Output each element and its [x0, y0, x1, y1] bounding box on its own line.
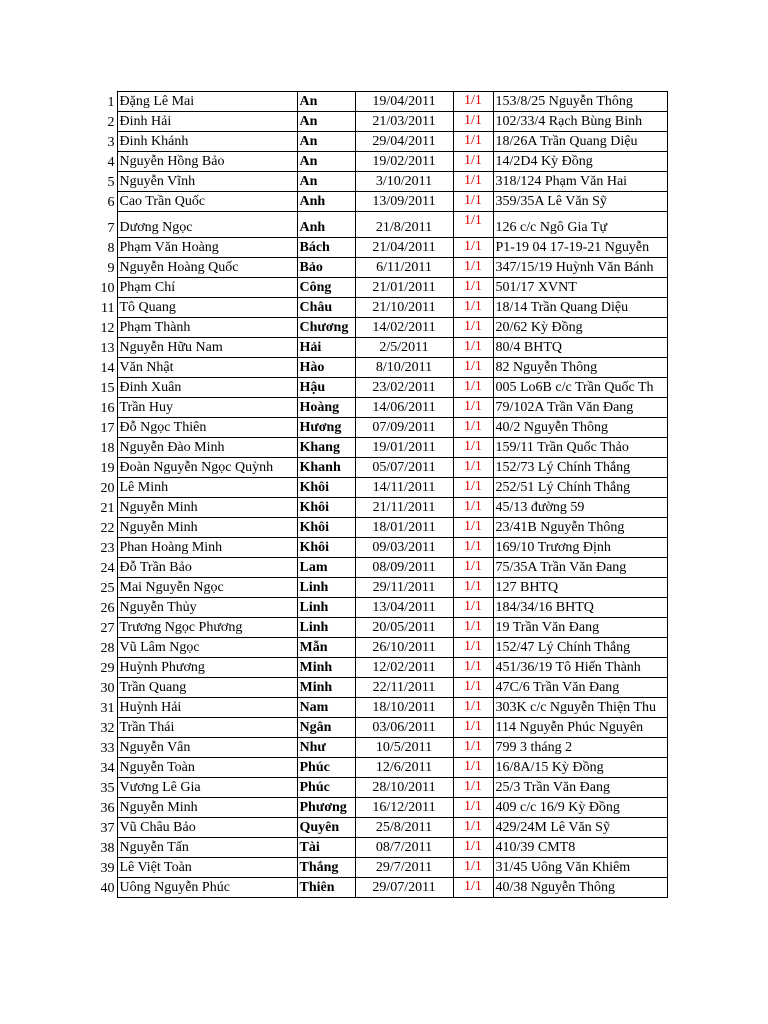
class-cell: 1/1 [453, 558, 493, 578]
address-cell: 410/39 CMT8 [493, 838, 667, 858]
given-name-cell: An [297, 172, 355, 192]
given-name-cell: Thắng [297, 858, 355, 878]
first-middle-name-cell: Nguyễn Tấn [117, 838, 297, 858]
address-cell: 318/124 Phạm Văn Hai [493, 172, 667, 192]
row-number: 30 [100, 680, 115, 696]
row-number: 5 [107, 174, 115, 190]
birth-date-cell: 6/11/2011 [355, 258, 453, 278]
row-number: 40 [100, 880, 115, 896]
first-middle-name-cell: Phan Hoàng Minh [117, 538, 297, 558]
row-number: 6 [107, 194, 115, 210]
first-middle-name-cell: Phạm Chí [117, 278, 297, 298]
birth-date-cell: 2/5/2011 [355, 338, 453, 358]
address-cell: 153/8/25 Nguyễn Thông [493, 92, 667, 112]
given-name-cell: Phương [297, 798, 355, 818]
table-row [95, 112, 667, 132]
row-number: 8 [107, 240, 115, 256]
table-row [95, 738, 667, 758]
class-cell: 1/1 [453, 698, 493, 718]
row-number: 35 [100, 780, 115, 796]
row-number: 22 [100, 520, 115, 536]
first-middle-name-cell: Nguyễn Hồng Bảo [117, 152, 297, 172]
row-number: 7 [107, 220, 115, 236]
birth-date-cell: 19/04/2011 [355, 92, 453, 112]
given-name-cell: Khôi [297, 498, 355, 518]
row-number: 27 [100, 620, 115, 636]
table-row [95, 298, 667, 318]
row-number: 2 [107, 114, 115, 130]
address-cell: 40/38 Nguyễn Thông [493, 878, 667, 898]
birth-date-cell: 23/02/2011 [355, 378, 453, 398]
first-middle-name-cell: Trần Huy [117, 398, 297, 418]
birth-date-cell: 8/10/2011 [355, 358, 453, 378]
birth-date-cell: 14/11/2011 [355, 478, 453, 498]
table-row [95, 92, 667, 112]
table-row [95, 398, 667, 418]
birth-date-cell: 14/06/2011 [355, 398, 453, 418]
class-cell: 1/1 [453, 112, 493, 132]
row-number: 11 [101, 300, 115, 316]
birth-date-cell: 21/01/2011 [355, 278, 453, 298]
address-cell: 451/36/19 Tô Hiến Thành [493, 658, 667, 678]
given-name-cell: Tài [297, 838, 355, 858]
birth-date-cell: 21/04/2011 [355, 238, 453, 258]
given-name-cell: Bách [297, 238, 355, 258]
given-name-cell: Linh [297, 618, 355, 638]
row-number: 23 [100, 540, 115, 556]
given-name-cell: Bảo [297, 258, 355, 278]
table-row [95, 338, 667, 358]
table-row [95, 558, 667, 578]
given-name-cell: Như [297, 738, 355, 758]
first-middle-name-cell: Nguyễn Thủy [117, 598, 297, 618]
given-name-cell: Hào [297, 358, 355, 378]
given-name-cell: Khôi [297, 538, 355, 558]
address-cell: 16/8A/15 Kỳ Đồng [493, 758, 667, 778]
birth-date-cell: 12/02/2011 [355, 658, 453, 678]
given-name-cell: Anh [297, 192, 355, 212]
given-name-cell: An [297, 132, 355, 152]
class-cell: 1/1 [453, 798, 493, 818]
row-number: 25 [100, 580, 115, 596]
class-cell: 1/1 [453, 258, 493, 278]
birth-date-cell: 21/8/2011 [355, 212, 453, 238]
birth-date-cell: 09/03/2011 [355, 538, 453, 558]
first-middle-name-cell: Đặng Lê Mai [117, 92, 297, 112]
class-cell: 1/1 [453, 172, 493, 192]
birth-date-cell: 18/01/2011 [355, 518, 453, 538]
given-name-cell: Khanh [297, 458, 355, 478]
first-middle-name-cell: Uông Nguyễn Phúc [117, 878, 297, 898]
address-cell: 303K c/c Nguyễn Thiện Thu [493, 698, 667, 718]
given-name-cell: Minh [297, 658, 355, 678]
row-number: 14 [100, 360, 115, 376]
first-middle-name-cell: Nguyễn Hoàng Quốc [117, 258, 297, 278]
class-cell: 1/1 [453, 838, 493, 858]
table-row [95, 212, 667, 238]
first-middle-name-cell: Huỳnh Phương [117, 658, 297, 678]
row-number: 28 [100, 640, 115, 656]
given-name-cell: An [297, 152, 355, 172]
address-cell: 40/2 Nguyễn Thông [493, 418, 667, 438]
given-name-cell: Ngân [297, 718, 355, 738]
address-cell: 159/11 Trần Quốc Thảo [493, 438, 667, 458]
table-row [95, 858, 667, 878]
class-cell: 1/1 [453, 678, 493, 698]
class-cell: 1/1 [453, 212, 493, 238]
class-cell: 1/1 [453, 818, 493, 838]
given-name-cell: Quyên [297, 818, 355, 838]
address-cell: 20/62 Kỳ Đồng [493, 318, 667, 338]
class-cell: 1/1 [453, 398, 493, 418]
given-name-cell: Phúc [297, 758, 355, 778]
row-number: 18 [100, 440, 115, 456]
birth-date-cell: 16/12/2011 [355, 798, 453, 818]
row-number: 33 [100, 740, 115, 756]
row-number: 4 [107, 154, 115, 170]
address-cell: 252/51 Lý Chính Thắng [493, 478, 667, 498]
birth-date-cell: 26/10/2011 [355, 638, 453, 658]
birth-date-cell: 29/7/2011 [355, 858, 453, 878]
address-cell: 347/15/19 Huỳnh Văn Bánh [493, 258, 667, 278]
birth-date-cell: 21/10/2011 [355, 298, 453, 318]
given-name-cell: Lam [297, 558, 355, 578]
birth-date-cell: 20/05/2011 [355, 618, 453, 638]
first-middle-name-cell: Đỗ Ngọc Thiên [117, 418, 297, 438]
table-row [95, 378, 667, 398]
address-cell: 82 Nguyễn Thông [493, 358, 667, 378]
address-cell: 409 c/c 16/9 Kỳ Đồng [493, 798, 667, 818]
given-name-cell: Linh [297, 578, 355, 598]
address-cell: 152/73 Lý Chính Thắng [493, 458, 667, 478]
table-row [95, 478, 667, 498]
address-cell: 14/2D4 Kỳ Đồng [493, 152, 667, 172]
address-cell: 23/41B Nguyễn Thông [493, 518, 667, 538]
row-number: 36 [100, 800, 115, 816]
table-row [95, 318, 667, 338]
student-rows [95, 92, 667, 898]
class-cell: 1/1 [453, 152, 493, 172]
table-row [95, 152, 667, 172]
row-number: 24 [100, 560, 115, 576]
first-middle-name-cell: Trương Ngọc Phương [117, 618, 297, 638]
table-row [95, 798, 667, 818]
address-cell: 127 BHTQ [493, 578, 667, 598]
given-name-cell: An [297, 112, 355, 132]
birth-date-cell: 13/09/2011 [355, 192, 453, 212]
table-row [95, 438, 667, 458]
table-row [95, 718, 667, 738]
class-cell: 1/1 [453, 758, 493, 778]
table-row [95, 838, 667, 858]
address-cell: 47C/6 Trần Văn Đang [493, 678, 667, 698]
birth-date-cell: 22/11/2011 [355, 678, 453, 698]
row-number: 16 [100, 400, 115, 416]
given-name-cell: Khôi [297, 478, 355, 498]
given-name-cell: Linh [297, 598, 355, 618]
row-number: 32 [100, 720, 115, 736]
class-cell: 1/1 [453, 358, 493, 378]
first-middle-name-cell: Nguyễn Đào Minh [117, 438, 297, 458]
table-row [95, 278, 667, 298]
first-middle-name-cell: Trần Thái [117, 718, 297, 738]
first-middle-name-cell: Tô Quang [117, 298, 297, 318]
address-cell: 31/45 Uông Văn Khiêm [493, 858, 667, 878]
row-number: 19 [100, 460, 115, 476]
row-number: 31 [100, 700, 115, 716]
first-middle-name-cell: Phạm Thành [117, 318, 297, 338]
class-cell: 1/1 [453, 598, 493, 618]
first-middle-name-cell: Vũ Lâm Ngọc [117, 638, 297, 658]
birth-date-cell: 3/10/2011 [355, 172, 453, 192]
class-cell: 1/1 [453, 418, 493, 438]
address-cell: 45/13 đường 59 [493, 498, 667, 518]
table-row [95, 878, 667, 898]
given-name-cell: Khang [297, 438, 355, 458]
address-cell: 75/35A Trần Văn Đang [493, 558, 667, 578]
given-name-cell: Khôi [297, 518, 355, 538]
first-middle-name-cell: Trần Quang [117, 678, 297, 698]
address-cell: 114 Nguyễn Phúc Nguyên [493, 718, 667, 738]
class-cell: 1/1 [453, 858, 493, 878]
address-cell: 152/47 Lý Chính Thắng [493, 638, 667, 658]
class-cell: 1/1 [453, 458, 493, 478]
class-cell: 1/1 [453, 518, 493, 538]
given-name-cell: Nam [297, 698, 355, 718]
row-number: 3 [107, 134, 115, 150]
student-list-table [95, 91, 668, 898]
given-name-cell: An [297, 92, 355, 112]
class-cell: 1/1 [453, 438, 493, 458]
given-name-cell: Mẫn [297, 638, 355, 658]
given-name-cell: Chương [297, 318, 355, 338]
first-middle-name-cell: Nguyễn Minh [117, 518, 297, 538]
row-number: 10 [100, 280, 115, 296]
first-middle-name-cell: Lê Minh [117, 478, 297, 498]
row-number: 15 [100, 380, 115, 396]
class-cell: 1/1 [453, 538, 493, 558]
birth-date-cell: 13/04/2011 [355, 598, 453, 618]
row-number: 39 [100, 860, 115, 876]
class-cell: 1/1 [453, 878, 493, 898]
table-row [95, 618, 667, 638]
class-cell: 1/1 [453, 718, 493, 738]
first-middle-name-cell: Vương Lê Gia [117, 778, 297, 798]
class-cell: 1/1 [453, 338, 493, 358]
table-row [95, 638, 667, 658]
address-cell: 184/34/16 BHTQ [493, 598, 667, 618]
address-cell: 429/24M Lê Văn Sỹ [493, 818, 667, 838]
row-number: 37 [100, 820, 115, 836]
birth-date-cell: 07/09/2011 [355, 418, 453, 438]
class-cell: 1/1 [453, 132, 493, 152]
first-middle-name-cell: Đoàn Nguyễn Ngọc Quỳnh [117, 458, 297, 478]
birth-date-cell: 12/6/2011 [355, 758, 453, 778]
birth-date-cell: 29/04/2011 [355, 132, 453, 152]
address-cell: 799 3 tháng 2 [493, 738, 667, 758]
first-middle-name-cell: Nguyễn Toàn [117, 758, 297, 778]
table-row [95, 132, 667, 152]
table-row [95, 578, 667, 598]
birth-date-cell: 08/7/2011 [355, 838, 453, 858]
birth-date-cell: 08/09/2011 [355, 558, 453, 578]
class-cell: 1/1 [453, 318, 493, 338]
class-cell: 1/1 [453, 192, 493, 212]
first-middle-name-cell: Cao Trần Quốc [117, 192, 297, 212]
table-row [95, 172, 667, 192]
first-middle-name-cell: Đinh Khánh [117, 132, 297, 152]
row-number: 29 [100, 660, 115, 676]
address-cell: 501/17 XVNT [493, 278, 667, 298]
table-row [95, 758, 667, 778]
birth-date-cell: 10/5/2011 [355, 738, 453, 758]
first-middle-name-cell: Huỳnh Hải [117, 698, 297, 718]
class-cell: 1/1 [453, 238, 493, 258]
table-row [95, 538, 667, 558]
row-number: 38 [100, 840, 115, 856]
birth-date-cell: 28/10/2011 [355, 778, 453, 798]
row-number: 17 [100, 420, 115, 436]
address-cell: 126 c/c Ngô Gia Tự [493, 212, 667, 238]
given-name-cell: Công [297, 278, 355, 298]
address-cell: 25/3 Trần Văn Đang [493, 778, 667, 798]
table-row [95, 418, 667, 438]
class-cell: 1/1 [453, 618, 493, 638]
given-name-cell: Châu [297, 298, 355, 318]
row-number: 12 [100, 320, 115, 336]
birth-date-cell: 29/07/2011 [355, 878, 453, 898]
birth-date-cell: 19/02/2011 [355, 152, 453, 172]
class-cell: 1/1 [453, 298, 493, 318]
class-cell: 1/1 [453, 738, 493, 758]
birth-date-cell: 05/07/2011 [355, 458, 453, 478]
birth-date-cell: 21/11/2011 [355, 498, 453, 518]
row-number: 13 [100, 340, 115, 356]
address-cell: P1-19 04 17-19-21 Nguyễn [493, 238, 667, 258]
class-cell: 1/1 [453, 92, 493, 112]
given-name-cell: Hương [297, 418, 355, 438]
table-row [95, 498, 667, 518]
birth-date-cell: 18/10/2011 [355, 698, 453, 718]
first-middle-name-cell: Nguyễn Vĩnh [117, 172, 297, 192]
table-row [95, 598, 667, 618]
table-row [95, 192, 667, 212]
first-middle-name-cell: Đỗ Trần Bảo [117, 558, 297, 578]
birth-date-cell: 14/02/2011 [355, 318, 453, 338]
class-cell: 1/1 [453, 498, 493, 518]
address-cell: 005 Lo6B c/c Trần Quốc Th [493, 378, 667, 398]
class-cell: 1/1 [453, 638, 493, 658]
first-middle-name-cell: Dương Ngọc [117, 212, 297, 238]
row-number: 34 [100, 760, 115, 776]
given-name-cell: Anh [297, 212, 355, 238]
first-middle-name-cell: Nguyễn Minh [117, 798, 297, 818]
first-middle-name-cell: Vũ Châu Bảo [117, 818, 297, 838]
first-middle-name-cell: Phạm Văn Hoàng [117, 238, 297, 258]
table-row [95, 258, 667, 278]
class-cell: 1/1 [453, 778, 493, 798]
first-middle-name-cell: Đinh Xuân [117, 378, 297, 398]
address-cell: 80/4 BHTQ [493, 338, 667, 358]
row-number: 1 [107, 94, 115, 110]
class-cell: 1/1 [453, 478, 493, 498]
birth-date-cell: 19/01/2011 [355, 438, 453, 458]
table-row [95, 678, 667, 698]
table-row [95, 658, 667, 678]
table-row [95, 698, 667, 718]
row-number: 20 [100, 480, 115, 496]
birth-date-cell: 03/06/2011 [355, 718, 453, 738]
first-middle-name-cell: Nguyễn Minh [117, 498, 297, 518]
address-cell: 359/35A Lê Văn Sỹ [493, 192, 667, 212]
given-name-cell: Hoàng [297, 398, 355, 418]
row-number: 9 [107, 260, 115, 276]
row-number: 21 [100, 500, 115, 516]
birth-date-cell: 25/8/2011 [355, 818, 453, 838]
table-row [95, 518, 667, 538]
first-middle-name-cell: Mai Nguyễn Ngọc [117, 578, 297, 598]
first-middle-name-cell: Văn Nhật [117, 358, 297, 378]
class-cell: 1/1 [453, 658, 493, 678]
given-name-cell: Hậu [297, 378, 355, 398]
first-middle-name-cell: Nguyễn Vân [117, 738, 297, 758]
address-cell: 18/14 Trần Quang Diệu [493, 298, 667, 318]
class-cell: 1/1 [453, 278, 493, 298]
address-cell: 18/26A Trần Quang Diệu [493, 132, 667, 152]
first-middle-name-cell: Nguyễn Hữu Nam [117, 338, 297, 358]
address-cell: 19 Trần Văn Đang [493, 618, 667, 638]
birth-date-cell: 29/11/2011 [355, 578, 453, 598]
given-name-cell: Thiên [297, 878, 355, 898]
class-cell: 1/1 [453, 378, 493, 398]
birth-date-cell: 21/03/2011 [355, 112, 453, 132]
given-name-cell: Phúc [297, 778, 355, 798]
first-middle-name-cell: Đinh Hải [117, 112, 297, 132]
address-cell: 169/10 Trương Định [493, 538, 667, 558]
class-cell: 1/1 [453, 578, 493, 598]
table-row [95, 458, 667, 478]
table-row [95, 778, 667, 798]
given-name-cell: Minh [297, 678, 355, 698]
table-row [95, 238, 667, 258]
given-name-cell: Hải [297, 338, 355, 358]
table-row [95, 358, 667, 378]
table-row [95, 818, 667, 838]
first-middle-name-cell: Lê Việt Toàn [117, 858, 297, 878]
row-number: 26 [100, 600, 115, 616]
address-cell: 79/102A Trần Văn Đang [493, 398, 667, 418]
address-cell: 102/33/4 Rạch Bùng Binh [493, 112, 667, 132]
